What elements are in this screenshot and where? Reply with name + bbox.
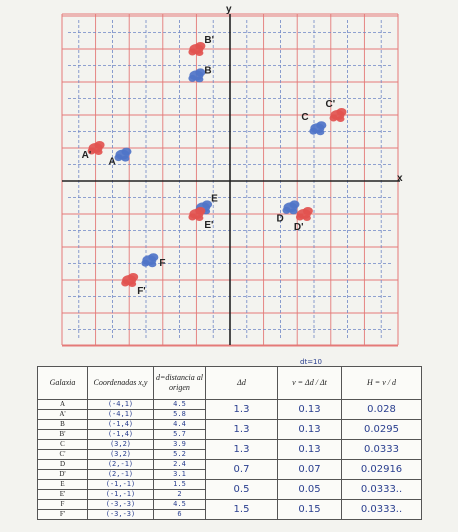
coordinate-cell: (-3,-3) [88, 500, 154, 510]
galaxy-marker [188, 65, 211, 82]
galaxy-blob [195, 207, 205, 215]
hubble-cell: 0.0333.. [342, 480, 422, 500]
header-galaxia: Galaxia [38, 367, 88, 400]
galaxy-blob [95, 149, 103, 155]
distance-cell: 4.4 [154, 420, 206, 430]
distance-cell: 5.8 [154, 410, 206, 420]
galaxy-marker [326, 99, 347, 122]
hubble-cell: 0.02916 [342, 460, 422, 480]
velocity-cell: 0.13 [278, 420, 342, 440]
galaxy-blob [148, 253, 158, 261]
y-axis-label: y [226, 4, 232, 15]
hubble-cell: 0.0333.. [342, 500, 422, 520]
hubble-cell: 0.0333 [342, 440, 422, 460]
distance-cell: 2 [154, 490, 206, 500]
galaxy-label: E [211, 193, 218, 205]
galaxy-blob [121, 280, 129, 287]
galaxy-blob [303, 215, 311, 221]
galaxy-blob [337, 108, 347, 116]
galaxy-name-cell: C' [38, 450, 88, 460]
velocity-cell: 0.13 [278, 400, 342, 420]
galaxy-name-cell: A [38, 400, 88, 410]
table-header-row [38, 367, 422, 400]
coordinate-cell: (-4,1) [88, 400, 154, 410]
hubble-cell: 0.0295 [342, 420, 422, 440]
header-hubble: H = v / d [342, 367, 422, 400]
galaxy-label: A [108, 156, 116, 168]
galaxy-blob [188, 214, 196, 221]
galaxy-blob [289, 200, 299, 208]
galaxy-blob [309, 128, 317, 135]
coordinate-cell: (-1,4) [88, 420, 154, 430]
galaxy-name-cell: E [38, 480, 88, 490]
galaxy-blob [188, 49, 196, 56]
delta-d-cell: 1.3 [206, 400, 278, 420]
table-row [38, 400, 422, 410]
galaxy-blob [296, 214, 304, 221]
table-row [38, 440, 422, 450]
galaxy-marker [141, 253, 165, 269]
coordinate-cell: (-1,-1) [88, 480, 154, 490]
delta-d-cell: 1.3 [206, 420, 278, 440]
distance-cell: 5.7 [154, 430, 206, 440]
table-row [38, 500, 422, 510]
galaxy-label: F [159, 258, 166, 270]
distance-cell: 2.4 [154, 460, 206, 470]
table-row [38, 420, 422, 430]
galaxy-marker [82, 141, 105, 161]
table-row [38, 460, 422, 470]
velocity-cell: 0.05 [278, 480, 342, 500]
galaxy-label: C' [325, 99, 336, 110]
delta-d-cell: 0.7 [206, 460, 278, 480]
table-row [38, 480, 422, 490]
galaxy-blob [289, 208, 297, 214]
coordinate-cell: (3,2) [88, 440, 154, 450]
galaxy-name-cell: B [38, 420, 88, 430]
delta-d-cell: 0.5 [206, 480, 278, 500]
distance-cell: 1.5 [154, 480, 206, 490]
axes [62, 4, 403, 345]
handwritten-note-dt: dt=10 [300, 358, 322, 366]
galaxy-name-cell: B' [38, 430, 88, 440]
distance-cell: 4.5 [154, 400, 206, 410]
coordinate-cell: (-1,4) [88, 430, 154, 440]
galaxy-blob [316, 129, 324, 135]
velocity-cell: 0.07 [278, 460, 342, 480]
galaxy-blob [316, 121, 326, 129]
delta-d-cell: 1.5 [206, 500, 278, 520]
galaxy-blob [188, 75, 196, 82]
galaxy-name-cell: F' [38, 510, 88, 520]
galaxy-name-cell: D' [38, 470, 88, 480]
distance-cell: 5.2 [154, 450, 206, 460]
galaxy-label: D [276, 213, 284, 225]
galaxy-blob [303, 207, 313, 215]
galaxy-blob [195, 76, 203, 82]
galaxy-blob [337, 116, 345, 122]
galaxy-label: E' [204, 220, 214, 231]
velocity-cell: 0.15 [278, 500, 342, 520]
distance-cell: 3.9 [154, 440, 206, 450]
header-distancia: d=distancia al origen [154, 367, 206, 400]
galaxy-blob [195, 215, 203, 221]
galaxy-blob [141, 260, 149, 267]
table-body [38, 400, 422, 520]
hubble-cell: 0.028 [342, 400, 422, 420]
galaxy-blob [128, 273, 138, 281]
galaxy-points [82, 35, 347, 297]
delta-d-cell: 1.3 [206, 440, 278, 460]
galaxy-name-cell: A' [38, 410, 88, 420]
coordinate-cell: (3,2) [88, 450, 154, 460]
coordinate-cell: (-3,-3) [88, 510, 154, 520]
galaxy-table [37, 366, 421, 520]
galaxy-label: F' [137, 286, 146, 297]
galaxy-name-cell: E' [38, 490, 88, 500]
header-coordenadas: Coordenadas x,y [88, 367, 154, 400]
galaxy-name-cell: F [38, 500, 88, 510]
galaxy-label: B' [204, 35, 215, 46]
galaxy-blob [148, 261, 156, 267]
coordinate-cell: (2,-1) [88, 470, 154, 480]
velocity-cell: 0.13 [278, 440, 342, 460]
galaxy-label: C [301, 112, 309, 124]
header-velocity: v = Δd / Δt [278, 367, 342, 400]
galaxy-label: B [204, 65, 212, 77]
galaxy-name-cell: C [38, 440, 88, 450]
galaxy-name-cell: D [38, 460, 88, 470]
galaxy-label: A' [81, 150, 92, 161]
galaxy-marker [188, 35, 214, 56]
galaxy-marker [121, 273, 146, 297]
x-axis-label: x [397, 173, 403, 184]
galaxy-label: D' [293, 222, 304, 233]
distance-cell: 4.5 [154, 500, 206, 510]
galaxy-blob [330, 115, 338, 122]
coordinate-cell: (-4,1) [88, 410, 154, 420]
galaxy-blob [128, 281, 136, 287]
galaxy-blob [95, 141, 105, 149]
coordinate-cell: (2,-1) [88, 460, 154, 470]
distance-cell: 6 [154, 510, 206, 520]
galaxy-blob [195, 50, 203, 56]
data-table [37, 366, 422, 520]
distance-cell: 3.1 [154, 470, 206, 480]
galaxy-marker [276, 200, 299, 224]
galaxy-blob [121, 156, 129, 162]
galaxy-blob [121, 148, 131, 156]
header-delta-d: Δd [206, 367, 278, 400]
coordinate-cell: (-1,-1) [88, 490, 154, 500]
